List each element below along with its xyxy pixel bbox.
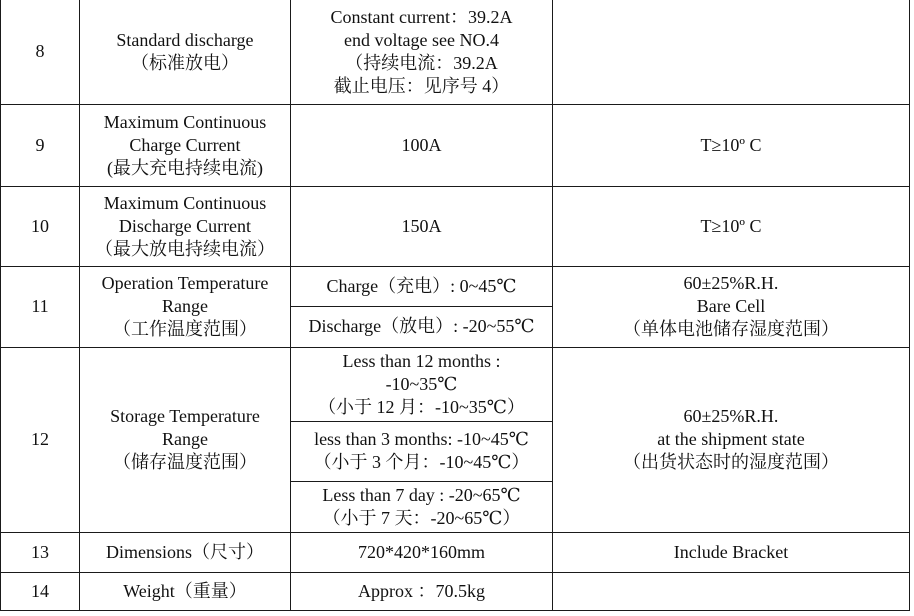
value-cell xyxy=(291,421,553,481)
item-label-en: Charge Current xyxy=(129,134,241,155)
value-line: Less than 7 day : -20~65℃ xyxy=(322,484,521,505)
value-cell xyxy=(291,104,553,186)
table-row-13 xyxy=(1,532,910,572)
item-cell xyxy=(80,572,291,610)
remark-line: T≥10º C xyxy=(700,134,762,155)
remark-line: （出货状态时的湿度范围） xyxy=(623,452,839,472)
remark-cell xyxy=(553,347,910,532)
remark-cell xyxy=(553,0,910,104)
value-cell xyxy=(291,481,553,532)
item-label-cn: （标准放电） xyxy=(131,52,239,73)
remark-cell xyxy=(553,186,910,266)
remark-line: 60±25%R.H. xyxy=(683,273,779,293)
value-line: Constant current：39.2A xyxy=(330,6,513,27)
table-row-9 xyxy=(1,104,910,186)
item-label-en: Standard discharge xyxy=(116,29,254,50)
value-line: 720*420*160mm xyxy=(357,541,485,562)
remark-line: 60±25%R.H. xyxy=(683,406,779,426)
remark-line: （单体电池储存湿度范围） xyxy=(623,319,839,339)
value-line: （小于 7 天：-20~65℃） xyxy=(322,507,521,528)
remark-cell xyxy=(553,104,910,186)
item-cell xyxy=(80,347,291,532)
item-label-cn: （最大放电持续电流） xyxy=(95,238,275,259)
item-label-en: Range xyxy=(162,296,208,316)
value-cell xyxy=(291,572,553,610)
item-label-en: Range xyxy=(162,429,208,449)
remark-line: Bare Cell xyxy=(696,296,766,316)
item-label: Dimensions（尺寸） xyxy=(105,541,264,562)
value-line: 150A xyxy=(401,215,442,236)
item-cell xyxy=(80,532,291,572)
value-line: -10~35℃ xyxy=(385,373,458,394)
item-label-en: Discharge Current xyxy=(118,215,252,236)
item-cell xyxy=(80,266,291,347)
value-line: （持续电流：39.2A xyxy=(345,52,498,73)
value-line: Less than 12 months : xyxy=(342,350,501,371)
remark-cell xyxy=(553,532,910,572)
table-row-12 xyxy=(1,347,910,421)
item-label-cn: （工作温度范围） xyxy=(113,319,257,339)
value-cell xyxy=(291,266,553,306)
item-cell xyxy=(80,186,291,266)
item-label-en: Maximum Continuous xyxy=(103,111,267,132)
value-line: Discharge（放电）: -20~55℃ xyxy=(308,316,535,336)
remark-cell xyxy=(553,266,910,347)
row-number: 10 xyxy=(1,186,80,266)
value-line: Approx ：70.5kg xyxy=(358,580,485,601)
item-cell xyxy=(80,0,291,104)
table-row-11 xyxy=(1,266,910,306)
table-row-14 xyxy=(1,572,910,610)
table-row-10 xyxy=(1,186,910,266)
value-cell xyxy=(291,347,553,421)
row-number: 13 xyxy=(1,532,80,572)
item-cell xyxy=(80,104,291,186)
row-number: 9 xyxy=(1,104,80,186)
remark-cell xyxy=(553,572,910,610)
value-cell xyxy=(291,306,553,347)
value-line: （小于 12 月：-10~35℃） xyxy=(318,396,525,417)
value-cell xyxy=(291,186,553,266)
item-label-cn: (最大充电持续电流) xyxy=(107,157,263,178)
value-line: Charge（充电）: 0~45℃ xyxy=(326,275,517,296)
item-label-en: Storage Temperature xyxy=(110,406,260,426)
item-label: Weight（重量） xyxy=(123,580,247,601)
row-number: 12 xyxy=(1,347,80,532)
value-line: （小于 3 个月：-10~45℃） xyxy=(313,452,530,472)
value-line: end voltage see NO.4 xyxy=(344,29,499,50)
item-label-en: Operation Temperature xyxy=(101,273,269,293)
value-line: 截止电压：见序号 4） xyxy=(333,75,510,96)
row-number: 8 xyxy=(1,0,80,104)
value-cell xyxy=(291,532,553,572)
remark-line: T≥10º C xyxy=(700,215,762,236)
value-cell xyxy=(291,0,553,104)
row-number: 14 xyxy=(1,572,80,610)
item-label-en: Maximum Continuous xyxy=(103,192,267,213)
value-line: 100A xyxy=(401,134,442,155)
item-label-cn: （储存温度范围） xyxy=(113,452,257,472)
value-line: less than 3 months: -10~45℃ xyxy=(314,429,529,449)
table-row-8 xyxy=(1,0,910,104)
remark-line: Include Bracket xyxy=(673,541,789,562)
remark-line: at the shipment state xyxy=(657,429,805,449)
row-number: 11 xyxy=(1,266,80,347)
